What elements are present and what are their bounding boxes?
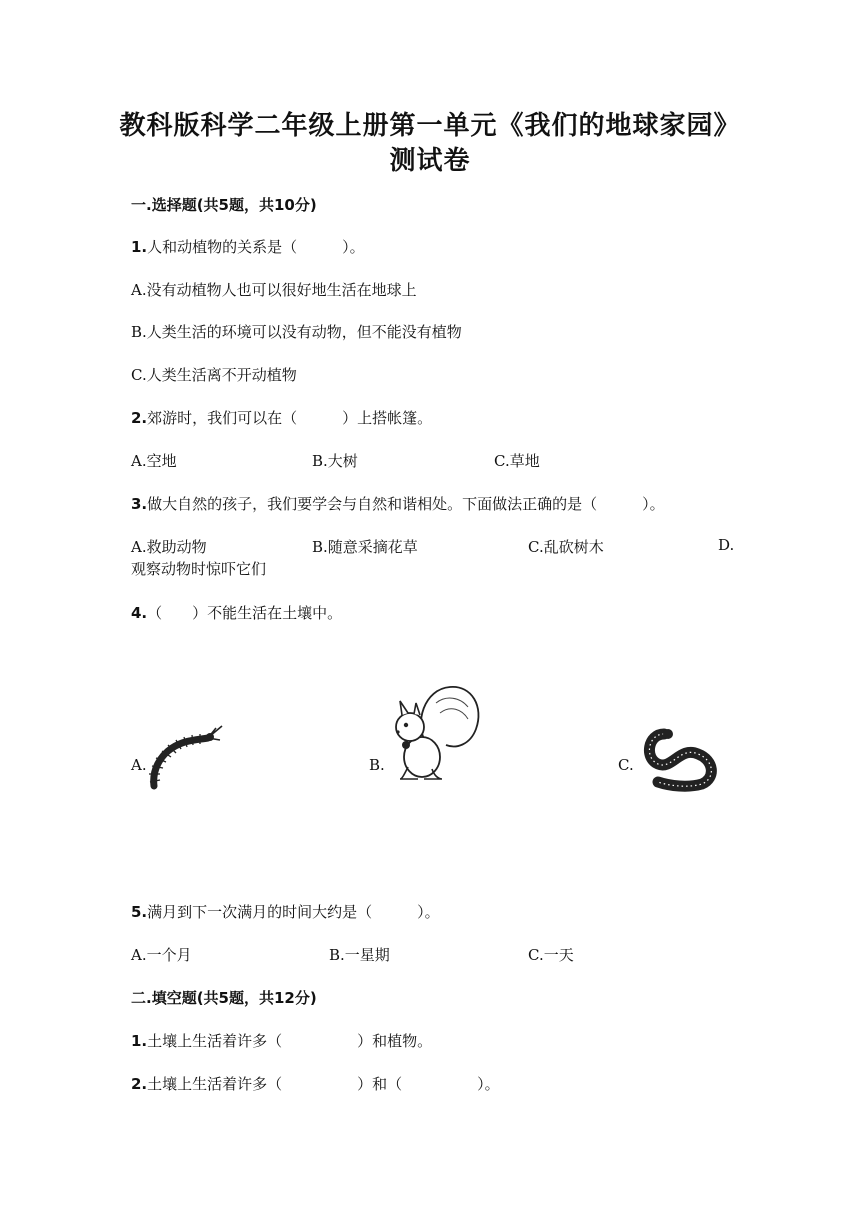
- q1-option-b: B.人类生活的环境可以没有动物，但不能没有植物: [131, 323, 462, 341]
- q4-option-c-label: C.: [618, 756, 634, 774]
- question-number: 2.: [131, 409, 148, 427]
- question-number: 2.: [131, 1075, 148, 1093]
- fill-question-1: [131, 1030, 432, 1051]
- q2-option-b: B.大树: [312, 452, 358, 470]
- q4-option-a-label: A.: [131, 756, 147, 774]
- section-heading-choice: 一.选择题(共5题，共10分): [131, 196, 317, 214]
- question-text: 满月到下一次满月的时间大约是（ ）。: [147, 903, 440, 921]
- question-text: 郊游时，我们可以在（ ）上搭帐篷。: [147, 409, 433, 427]
- q3-option-b: B.随意采摘花草: [312, 538, 418, 556]
- question-text: 人和动植物的关系是（ ）。: [147, 238, 365, 256]
- q3-option-d-continued: 观察动物时惊吓它们: [131, 560, 267, 578]
- q3-option-c: C.乱砍树木: [528, 538, 604, 556]
- question-number: 3.: [131, 495, 148, 513]
- question-2: [131, 407, 432, 428]
- q2-option-a: A.空地: [131, 452, 177, 470]
- page-title: 教科版科学二年级上册第一单元《我们的地球家园》: [119, 111, 741, 141]
- centipede-image: [146, 722, 228, 792]
- section-heading-fill: 二.填空题(共5题，共12分): [131, 989, 317, 1007]
- q1-option-c: C.人类生活离不开动植物: [131, 366, 297, 384]
- question-text: 土壤上生活着许多（ ）和植物。: [147, 1032, 433, 1050]
- q5-option-a: A.一个月: [131, 946, 192, 964]
- question-number: 1.: [131, 238, 148, 256]
- question-number: 5.: [131, 903, 148, 921]
- question-text: 土壤上生活着许多（ ）和（ ）。: [147, 1075, 500, 1093]
- question-number: 4.: [131, 604, 148, 622]
- squirrel-image: [384, 683, 484, 783]
- q5-option-b: B.一星期: [329, 946, 390, 964]
- q3-option-a: A.救助动物: [131, 538, 207, 556]
- fill-question-2: [131, 1073, 500, 1094]
- question-text: 做大自然的孩子，我们要学会与自然和谐相处。下面做法正确的是（ ）。: [147, 495, 665, 513]
- q4-option-b-label: B.: [369, 756, 385, 774]
- question-5: [131, 901, 440, 922]
- q5-option-c: C.一天: [528, 946, 574, 964]
- q1-option-a: A.没有动植物人也可以很好地生活在地球上: [131, 281, 417, 299]
- q3-option-d: D.: [718, 536, 735, 554]
- question-4: [131, 602, 342, 623]
- q2-option-c: C.草地: [494, 452, 540, 470]
- page-subtitle: 测试卷: [389, 146, 471, 176]
- question-text: （ ）不能生活在土壤中。: [147, 604, 343, 622]
- question-1: [131, 236, 365, 257]
- question-number: 1.: [131, 1032, 148, 1050]
- question-3: [131, 493, 665, 514]
- earthworm-image: [640, 724, 722, 792]
